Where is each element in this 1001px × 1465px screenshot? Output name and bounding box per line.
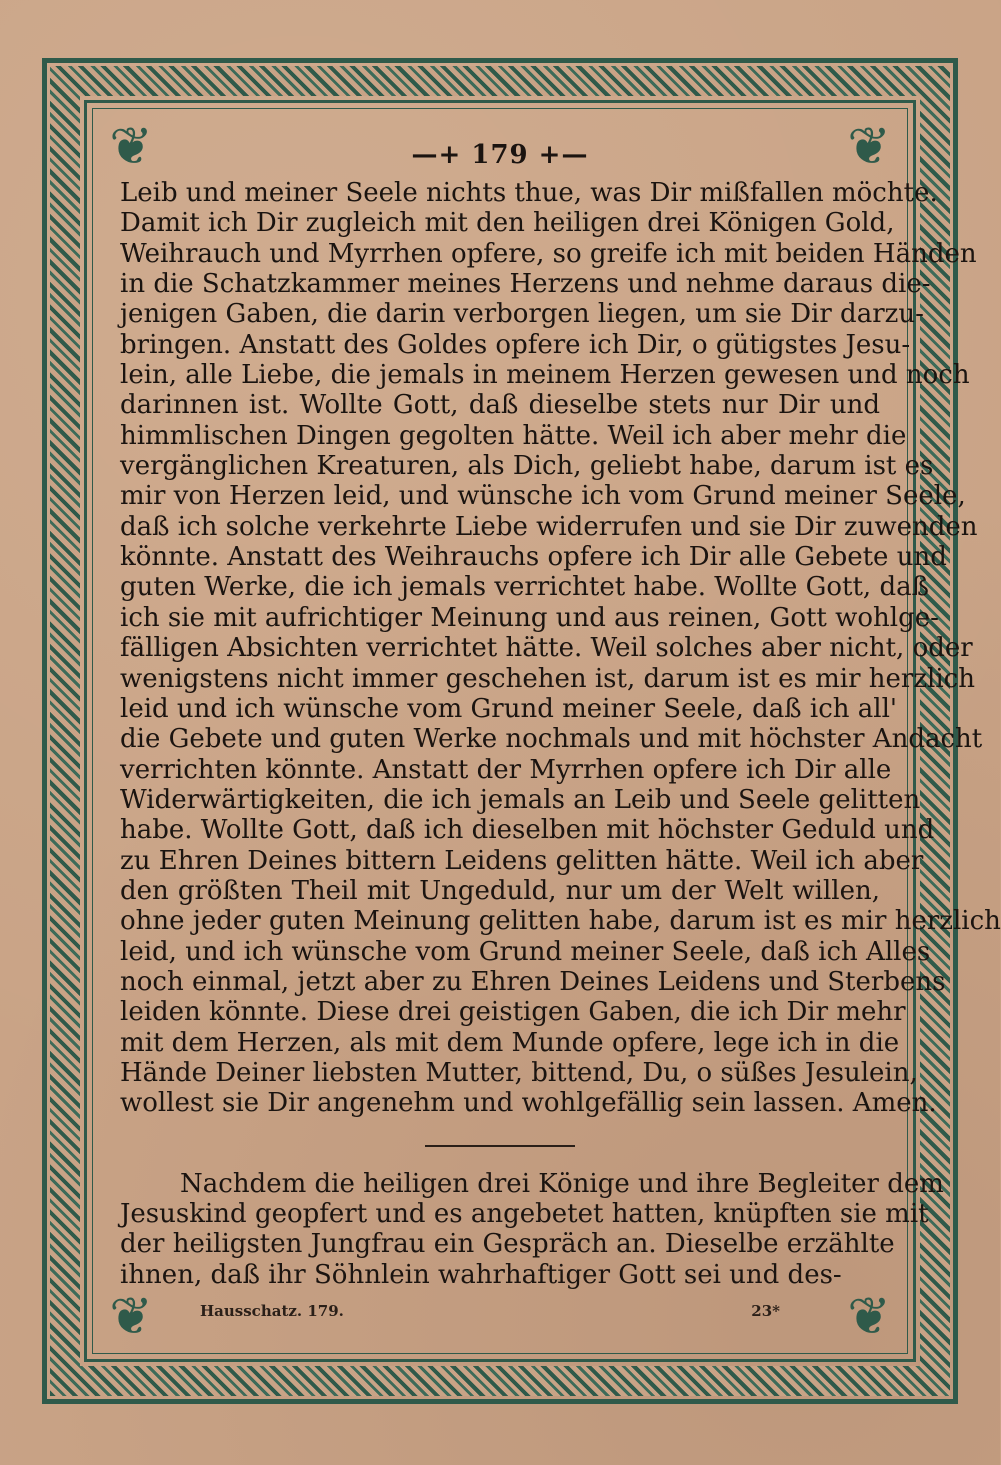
text-block <box>120 140 1001 1290</box>
text-line: ihnen, daß ihr Söhnlein wahrhaftiger Gott sei und des- <box>120 1259 842 1290</box>
sheet-mark: 23* <box>751 1302 780 1320</box>
page-number: —+ 179 +— <box>411 140 589 170</box>
text-line: zu Ehren Deines bittern Leidens gelitten hätte. Weil ich aber <box>120 845 924 876</box>
section-divider <box>425 1145 575 1147</box>
text-line: in die Schatzkammer meines Herzens und nehme daraus die- <box>120 269 931 300</box>
paragraph-narrative <box>120 1168 944 1290</box>
text-line: habe. Wollte Gott, daß ich dieselben mit höchster Geduld und <box>120 815 935 846</box>
text-line: Weihrauch und Myrrhen opfere, so greife ich mit beiden Händen <box>120 238 977 269</box>
corner-fleuron-icon: ❦ <box>847 1287 891 1347</box>
text-line: die Gebete und guten Werke nochmals und mit höchster Andacht <box>120 724 983 755</box>
text-line: Damit ich Dir zugleich mit den heiligen drei Königen Gold, <box>120 208 895 239</box>
text-line: bringen. Anstatt des Goldes opfere ich Dir, o gütigstes Jesu- <box>120 329 911 360</box>
text-line: den größten Theil mit Ungeduld, nur um der Welt willen, <box>120 875 880 906</box>
text-line: Hände Deiner liebsten Mutter, bittend, Du, o süßes Jesulein, <box>120 1057 918 1088</box>
text-line: noch einmal, jetzt aber zu Ehren Deines Leidens und Sterbens <box>120 966 946 997</box>
text-line: Widerwärtigkeiten, die ich jemals an Leib und Seele gelitten <box>120 784 921 815</box>
text-line: könnte. Anstatt des Weihrauchs opfere ich Dir alle Gebete und <box>120 542 947 573</box>
text-line: ohne jeder guten Meinung gelitten habe, darum ist es mir herzlich <box>120 906 1001 937</box>
text-line: ich sie mit aufrichtiger Meinung und aus reinen, Gott wohlge- <box>120 602 939 633</box>
text-line: verrichten könnte. Anstatt der Myrrhen opfere ich Dir alle <box>120 754 892 785</box>
printer-signature: Hausschatz. 179. <box>200 1302 344 1320</box>
text-line: wenigstens nicht immer geschehen ist, darum ist es mir herzlich <box>120 663 975 694</box>
text-line: der heiligsten Jungfrau ein Gespräch an. Dieselbe erzählte <box>120 1229 895 1260</box>
text-line: Jesuskind geopfert und es angebetet hatten, knüpften sie mit <box>120 1199 929 1229</box>
text-line: leid und ich wünsche vom Grund meiner Seele, daß ich all' <box>120 693 898 724</box>
text-line: wollest sie Dir angenehm und wohlgefällig sein lassen. Amen. <box>120 1088 937 1119</box>
text-line: leiden könnte. Diese drei geistigen Gaben, die ich Dir mehr <box>120 997 906 1028</box>
text-line: mir von Herzen leid, und wünsche ich vom Grund meiner Seele, <box>120 481 966 512</box>
text-line: leid, und ich wünsche vom Grund meiner Seele, daß ich Alles <box>120 936 931 967</box>
text-line: daß ich solche verkehrte Liebe widerrufen und sie Dir zuwenden <box>120 511 978 542</box>
corner-fleuron-icon: ❦ <box>847 117 891 177</box>
text-line: fälligen Absichten verrichtet hätte. Weil solches aber nicht, oder <box>120 633 973 664</box>
text-line: Leib und meiner Seele nichts thue, was Dir mißfallen möchte. <box>120 178 938 208</box>
paragraph-prayer <box>120 178 1001 1119</box>
text-line: jenigen Gaben, die darin verborgen liegen, um sie Dir darzu- <box>120 299 924 330</box>
corner-fleuron-icon: ❦ <box>109 117 153 177</box>
text-line: mit dem Herzen, als mit dem Munde opfere, lege ich in die <box>120 1027 900 1058</box>
text-line: vergänglichen Kreaturen, als Dich, geliebt habe, darum ist es <box>120 451 934 482</box>
text-line: guten Werke, die ich jemals verrichtet habe. Wollte Gott, daß <box>120 572 929 603</box>
text-line: lein, alle Liebe, die jemals in meinem Herzen gewesen und noch <box>120 360 970 391</box>
text-line: darinnen ist. Wollte Gott, daß dieselbe stets nur Dir und <box>120 390 880 421</box>
text-line: Nachdem die heiligen drei Könige und ihre Begleiter dem <box>180 1168 944 1199</box>
corner-fleuron-icon: ❦ <box>109 1287 153 1347</box>
text-line: himmlischen Dingen gegolten hätte. Weil ich aber mehr die <box>120 420 907 451</box>
